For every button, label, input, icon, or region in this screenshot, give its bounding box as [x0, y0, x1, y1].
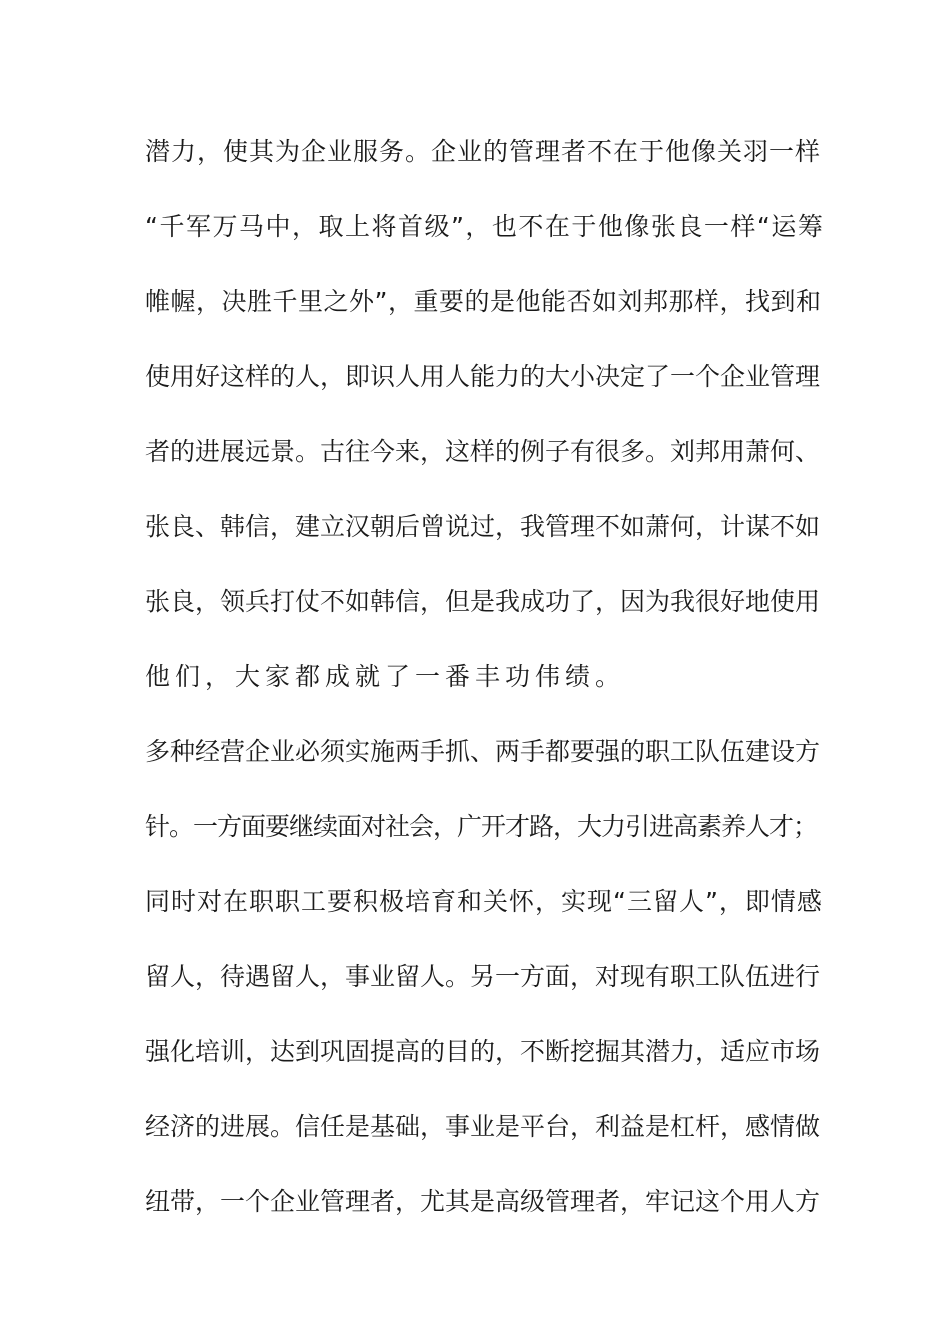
text-line: 张良、韩信，建立汉朝后曾说过，我管理不如萧何，计谋不如 [145, 512, 821, 541]
text-line: 使用好这样的人，即识人用人能力的大小决定了一个企业管理 [145, 362, 821, 391]
text-line: 者的进展远景。古往今来，这样的例子有很多。刘邦用萧何、 [145, 437, 821, 466]
text-line: 留人，待遇留人，事业留人。另一方面，对现有职工队伍进行 [145, 962, 821, 991]
text-line: 经济的进展。信任是基础，事业是平台，利益是杠杆，感情做 [145, 1112, 821, 1141]
text-line: 针。一方面要继续面对社会，广开才路，大力引进高素养人才； [145, 812, 818, 841]
text-line: 多种经营企业必须实施两手抓、两手都要强的职工队伍建设方 [145, 737, 821, 766]
text-line: 同时对在职职工要积极培育和关怀，实现“三留人”，即情感 [145, 887, 823, 916]
text-line: 潜力，使其为企业服务。企业的管理者不在于他像关羽一样 [145, 137, 822, 166]
text-line: 强化培训，达到巩固提高的目的，不断挖掘其潜力，适应市场 [145, 1037, 821, 1066]
text-line: 帷幄，决胜千里之外”，重要的是他能否如刘邦那样，找到和 [145, 287, 822, 316]
text-line: 他们，大家都成就了一番丰功伟绩。 [145, 662, 626, 691]
text-line: “千军万马中，取上将首级”，也不在于他像张良一样“运筹 [145, 212, 825, 241]
text-line: 张良，领兵打仗不如韩信，但是我成功了，因为我很好地使用 [145, 587, 821, 616]
text-line: 纽带，一个企业管理者，尤其是高级管理者，牢记这个用人方 [145, 1187, 821, 1216]
